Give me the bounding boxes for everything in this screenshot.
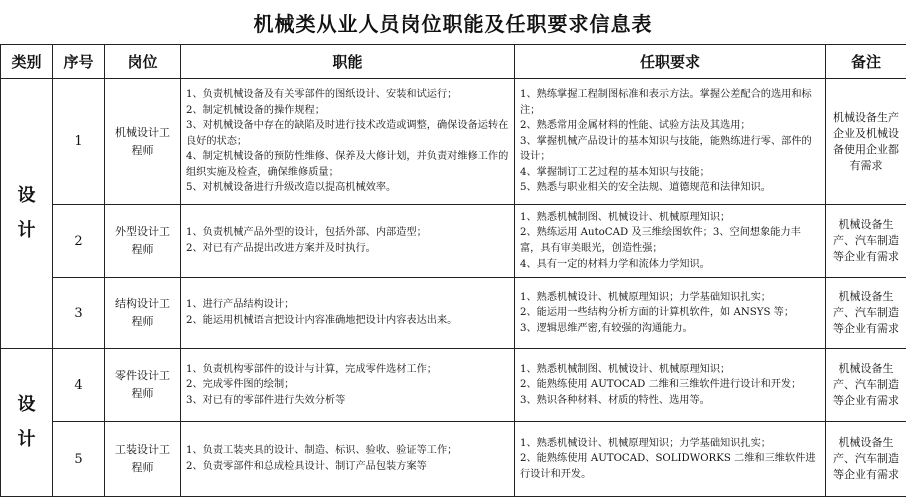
requirement-item: 2、能熟练使用 AUTOCAD 二维和三维软件进行设计和开发； [520,379,802,391]
category-label: 设计 [17,185,36,241]
header-requirements: 任职要求 [515,45,826,79]
requirements-cell [515,79,826,205]
row-number: 3 [53,278,105,349]
duties-cell [181,422,515,497]
requirement-item: 2、熟练运用 AutoCAD 及三维绘图软件；3、空间想象能力丰富，具有审美眼光，创造性强； [520,227,801,254]
duty-item: 4、制定机械设备的预防性维修、保养及大修计划，并负责对维修工作的组织实施及检查，确保维修质量； [186,151,509,178]
requirement-item: 3、掌握机械产品设计的基本知识与技能，能熟练进行零、部件的设计； [520,135,812,163]
note-cell: 机械设备生产、汽车制造等企业有需求 [826,422,906,497]
duties-cell [181,349,515,422]
requirement-item: 1、熟练掌握工程制图标准和表示方法。掌握公差配合的选用和标注； [520,88,812,116]
duties-cell [181,79,515,205]
duties-cell [181,205,515,278]
requirement-item: 4、掌握制订工艺过程的基本知识与技能； [520,166,710,178]
note-cell: 机械设备生产企业及机械设备使用企业都有需求 [826,79,906,205]
duty-item: 2、完成零件图的绘制； [186,379,295,391]
duty-item: 1、负责机械设备及有关零部件的图纸设计、安装和试运行； [186,88,458,100]
requirements-cell [515,205,826,278]
requirement-item: 3、逻辑思维严密,有较强的沟通能力。 [520,322,693,334]
requirement-item: 1、熟悉机械制图、机械设计、机械原理知识； [520,211,731,223]
requirement-item: 2、能熟练使用 AUTOCAD、SOLIDWORKS 二维和三维软件进行设计和开发。 [520,453,816,480]
requirement-item: 2、能运用一些结构分析方面的计算机软件，如 ANSYS 等； [520,307,795,319]
duty-item: 2、能运用机械语言把设计内容准确地把设计内容表达出来。 [186,315,458,326]
duty-item: 1、进行产品结构设计； [186,299,295,311]
position-cell: 工装设计工程师 [105,422,181,497]
header-no: 序号 [53,45,105,79]
page-title: 机械类从业人员岗位职能及任职要求信息表 [253,11,653,36]
header-row [1,45,906,79]
note-cell: 机械设备生产、汽车制造等企业有需求 [826,278,906,349]
table-row [1,205,906,278]
note-cell: 机械设备生产、汽车制造等企业有需求 [826,349,906,422]
header-category: 类别 [1,45,53,79]
row-number: 1 [53,79,105,205]
header-duties: 职能 [181,45,515,79]
row-number: 5 [53,422,105,497]
requirement-item: 1、熟悉机械制图、机械设计、机械原理知识； [520,363,731,375]
category-cell [1,349,53,497]
table-row [1,79,906,205]
duty-item: 3、对已有的零部件进行失效分析等 [186,394,346,406]
requirement-item: 5、熟悉与职业相关的安全法规、道德规范和法律知识。 [520,182,771,194]
position-cell: 零件设计工程师 [105,349,181,422]
table-row [1,422,906,497]
duty-item: 2、对已有产品提出改进方案并及时执行。 [186,243,376,254]
header-note: 备注 [826,45,906,79]
duty-item: 1、负责机械产品外型的设计，包括外部、内部造型； [186,227,427,239]
duty-item: 1、负责机构零部件的设计与计算，完成零件选材工作； [186,363,437,375]
duty-item: 3、对机械设备中存在的缺陷及时进行技术改造或调整，确保设备运转在良好的状态； [186,120,509,147]
duty-item: 2、负责零部件和总成检具设计、制订产品包装方案等 [186,461,427,472]
job-table [0,44,906,497]
duties-cell [181,278,515,349]
row-number: 4 [53,349,105,422]
position-cell: 机械设计工程师 [105,79,181,205]
position-cell: 外型设计工程师 [105,205,181,278]
note-cell: 机械设备生产、汽车制造等企业有需求 [826,205,906,278]
requirement-item: 1、熟悉机械设计、机械原理知识；力学基础知识扎实； [520,291,771,303]
duty-item: 1、负责工装夹具的设计、制造、标识、验收、验证等工作； [186,445,458,457]
position-cell: 结构设计工程师 [105,278,181,349]
requirement-item: 3、熟识各种材料、材质的特性、选用等。 [520,394,710,406]
duty-item: 2、制定机械设备的操作规程； [186,104,325,116]
category-cell [1,79,53,349]
requirement-item: 2、熟悉常用金属材料的性能、试验方法及其选用； [520,120,751,132]
requirement-item: 1、熟悉机械设计、机械原理知识；力学基础知识扎实； [520,437,771,449]
header-position: 岗位 [105,45,181,79]
requirement-item: 4、具有一定的材料力学和流体力学知识。 [520,258,710,270]
requirements-cell [515,278,826,349]
category-label: 设计 [17,394,36,450]
duty-item: 5、对机械设备进行升级改造以提高机械效率。 [186,182,397,194]
table-row [1,278,906,349]
table-row [1,349,906,422]
requirements-cell [515,422,826,497]
row-number: 2 [53,205,105,278]
requirements-cell [515,349,826,422]
